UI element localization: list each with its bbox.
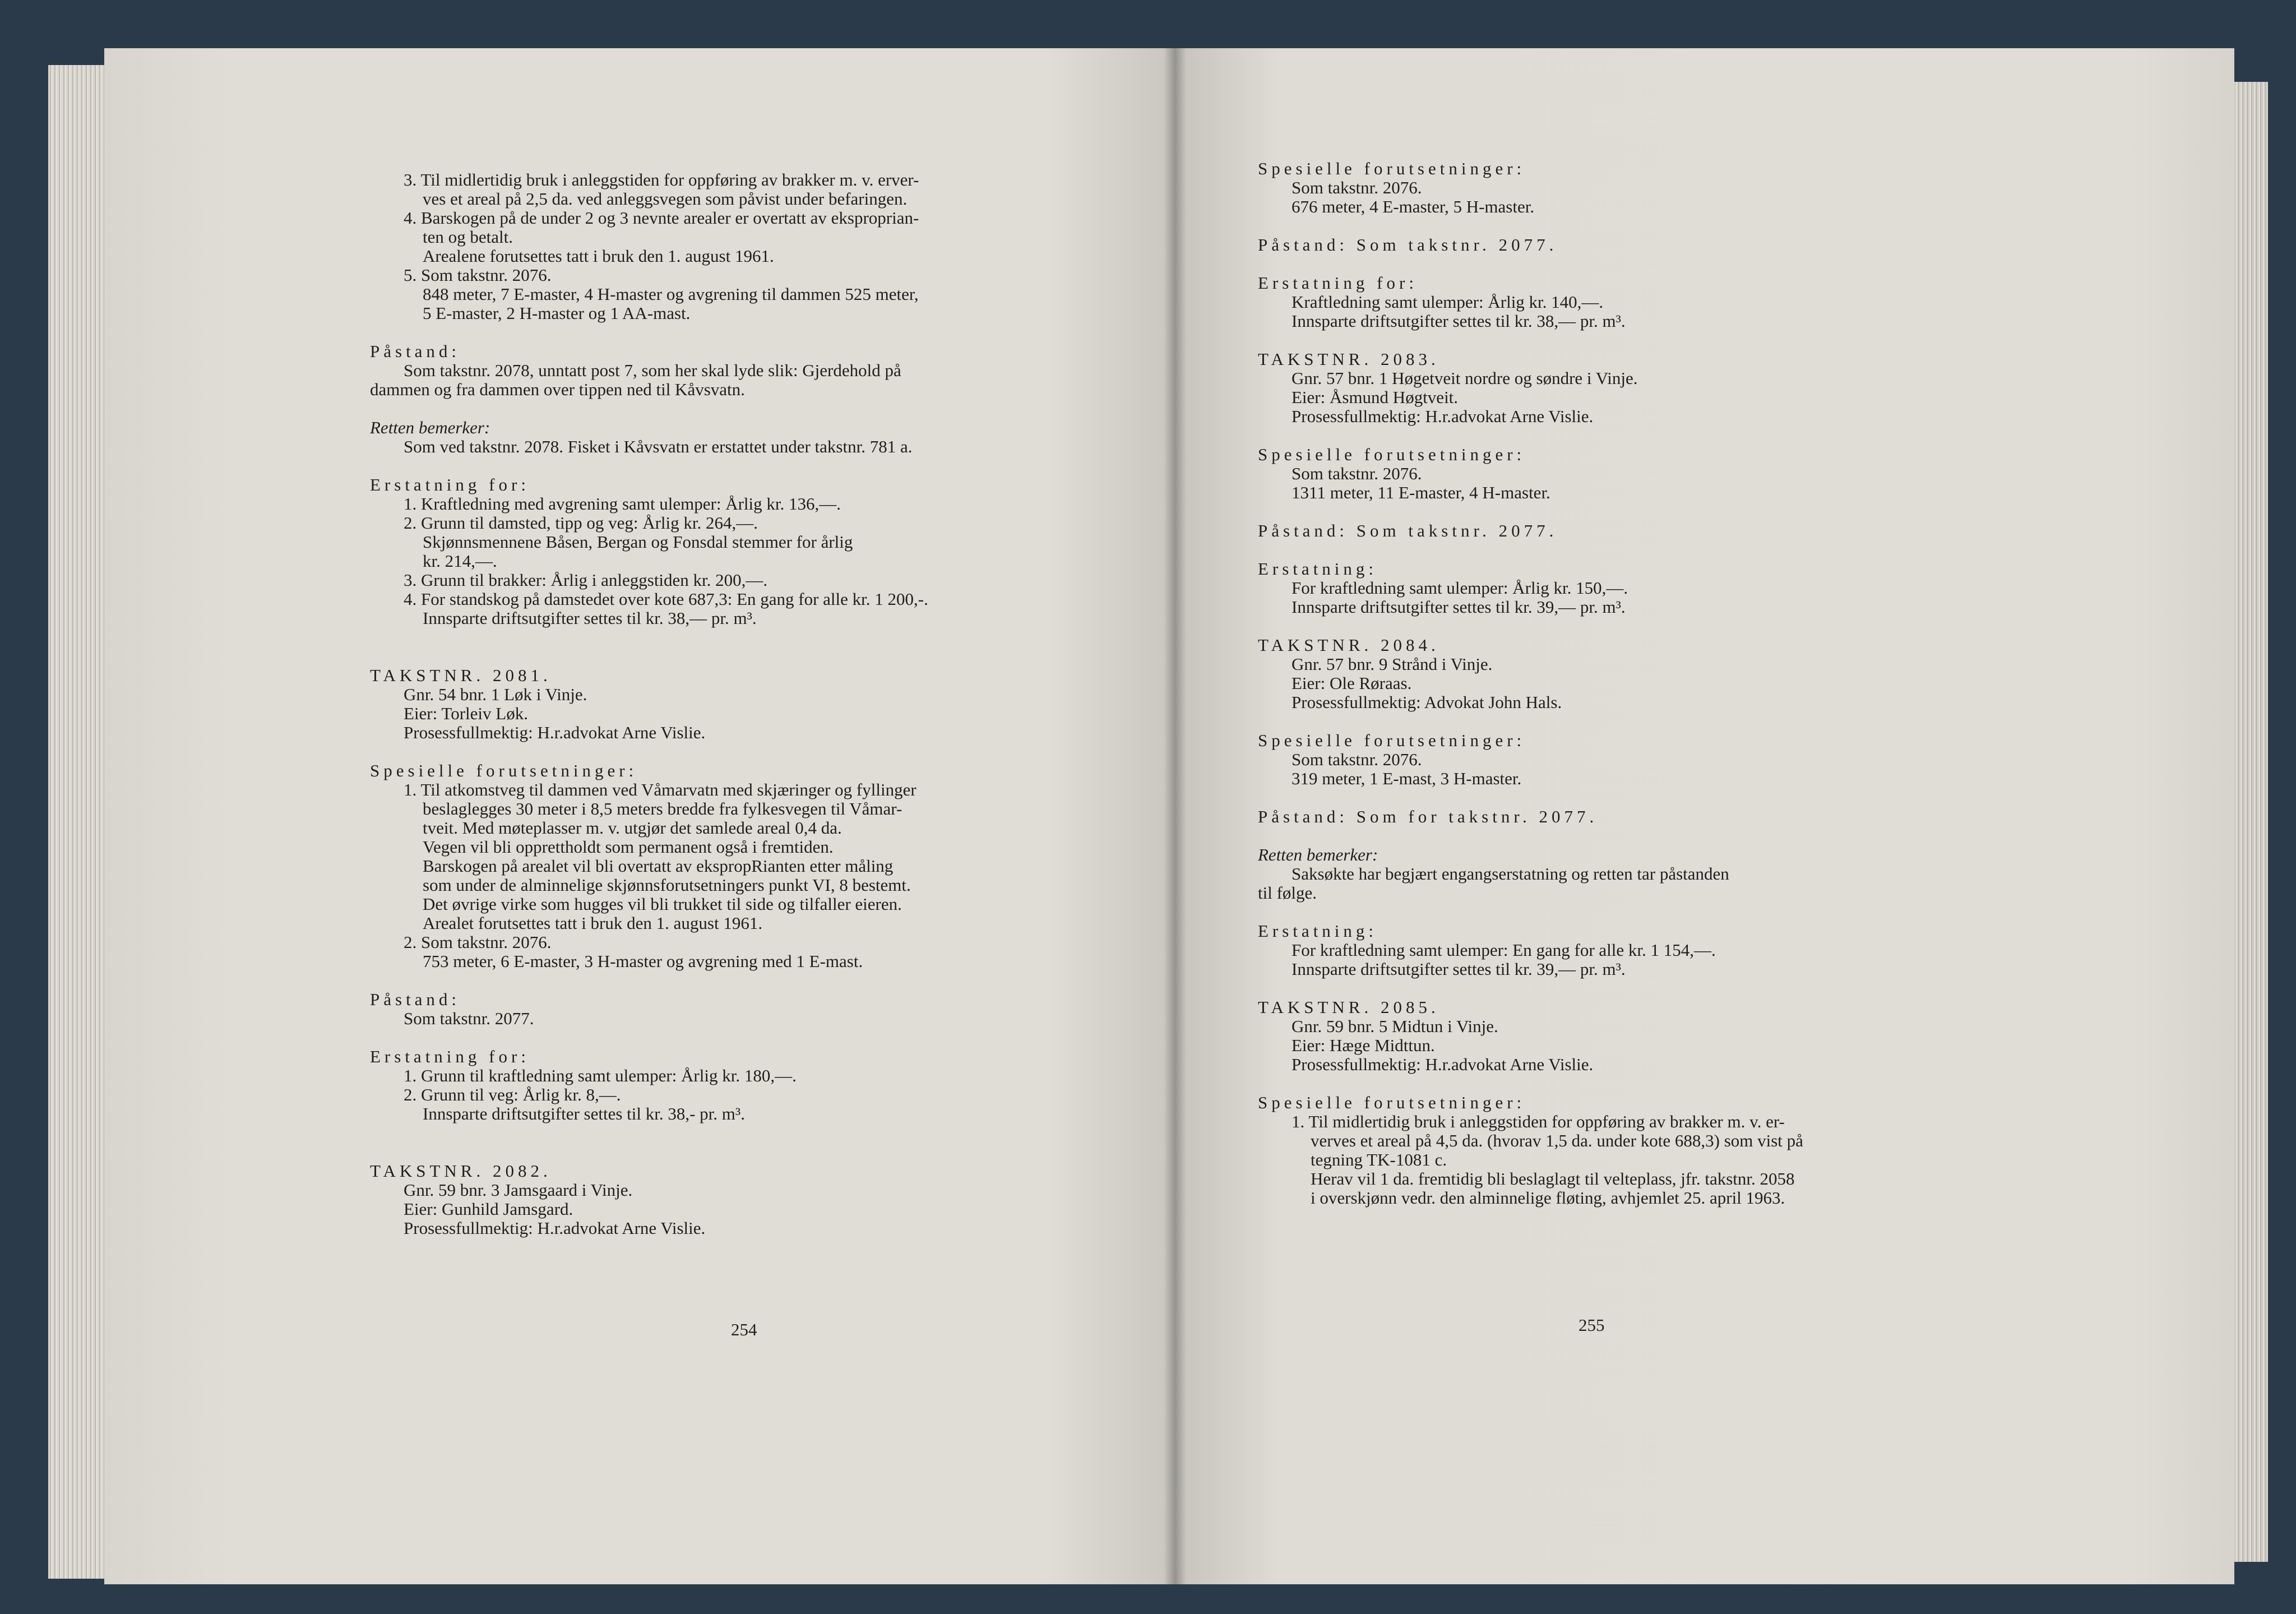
text-line: Innsparte driftsutgifter settes til kr. 38,— pr. m³. [1292,311,1626,331]
text-line: 2. Som takstnr. 2076. [404,932,552,952]
text-line: Kraftledning samt ulemper: Årlig kr. 140,—. [1292,292,1604,312]
page-edges-right [2234,82,2268,1562]
page-edges-left [48,65,110,1579]
text-line: Påstand: Som for takstnr. 2077. [1258,807,1598,826]
text-line: Arealet forutsettes tatt i bruk den 1. august 1961. [423,913,763,933]
text-line: Prosessfullmektig: H.r.advokat Arne Vislie. [1292,1055,1594,1074]
text-line: Retten bemerker: [370,418,490,437]
text-line: Som ved takstnr. 2078. Fisket i Kåvsvatn er erstattet under takstnr. 781 a. [404,437,913,456]
text-line: 2. Grunn til veg: Årlig kr. 8,—. [404,1085,621,1104]
text-line: Erstatning for: [370,1047,530,1066]
text-line: Prosessfullmektig: H.r.advokat Arne Vislie. [404,723,706,742]
text-line: tveit. Med møteplasser m. v. utgjør det samlede areal 0,4 da. [423,818,842,838]
text-line: Gnr. 59 bnr. 5 Midtun i Vinje. [1292,1016,1498,1036]
text-line: Det øvrige virke som hugges vil bli trukket til side og tilfaller eieren. [423,894,902,914]
text-line: Innsparte driftsutgifter settes til kr. 38,— pr. m³. [423,608,757,628]
text-line: ves et areal på 2,5 da. ved anleggsvegen som påvist under befaringen. [423,189,908,209]
text-line: TAKSTNR. 2081. [370,665,552,685]
text-line: Som takstnr. 2076. [1292,178,1422,197]
blank-line [1258,540,1931,559]
text-line: til følge. [1258,883,1317,903]
text-line: Påstand: Som takstnr. 2077. [1258,521,1558,540]
text-line: verves et areal på 4,5 da. (hvorav 1,5 da. under kote 688,3) som vist på [1311,1131,1803,1150]
text-line: dammen og fra dammen over tippen ned til Kåvsvatn. [370,380,745,399]
blank-line [370,399,1043,418]
text-line: 753 meter, 6 E-master, 3 H-master og avgrening med 1 E-mast. [423,951,863,971]
text-line: Vegen vil bli opprettholdt som permanent også i fremtiden. [423,837,834,857]
text-line: 319 meter, 1 E-mast, 3 H-master. [1292,769,1522,788]
text-line: 1. Grunn til kraftledning samt ulemper: Årlig kr. 180,—. [404,1066,797,1085]
text-line: Påstand: [370,341,461,361]
text-line: Eier: Ole Røraas. [1292,673,1412,693]
text-line: Innsparte driftsutgifter settes til kr. 39,— pr. m³. [1292,959,1626,979]
text-line: Spesielle forutsetninger: [1258,730,1526,750]
blank-line [1258,712,1931,731]
text-line: Retten bemerker: [1258,845,1378,864]
blank-line [1258,255,1931,274]
text-line: 4. Barskogen på de under 2 og 3 nevnte arealer er overtatt av eksproprian- [404,208,919,228]
text-line: Prosessfullmektig: Advokat John Hals. [1292,692,1562,712]
text-line: Gnr. 57 bnr. 1 Høgetveit nordre og søndre i Vinje. [1292,368,1638,388]
text-line: Spesielle forutsetninger: [370,761,638,780]
text-line: Påstand: Som takstnr. 2077. [1258,235,1558,255]
blank-line [370,1123,1043,1143]
text-line: Skjønnsmennene Båsen, Bergan og Fonsdal stemmer for årlig [423,532,853,552]
blank-line [370,971,1043,990]
text-line: 5 E-master, 2 H-master og 1 AA-mast. [423,303,691,323]
text-line: Barskogen på arealet vil bli overtatt av ekspropRianten etter måling [423,856,894,876]
text-line: Påstand: [370,989,461,1009]
text-line: Spesielle forutsetninger: [1258,159,1526,178]
text-line: 3. Grunn til brakker: Årlig i anleggstiden kr. 200,—. [404,570,768,590]
text-line: Gnr. 59 bnr. 3 Jamsgaard i Vinje. [404,1180,633,1200]
text-line: TAKSTNR. 2083. [1258,349,1439,369]
blank-line [1258,826,1931,845]
text-line: Saksøkte har begjært engangserstatning og retten tar påstanden [1292,864,1729,884]
text-line: 5. Som takstnr. 2076. [404,265,552,285]
text-line: Spesielle forutsetninger: [1258,1093,1526,1112]
text-line: 848 meter, 7 E-master, 4 H-master og avgrening til dammen 525 meter, [423,284,919,304]
text-line: Herav vil 1 da. fremtidig bli beslaglagt til velteplass, jfr. takstnr. 2058 [1311,1169,1795,1188]
blank-line [1258,331,1931,350]
blank-line [1258,216,1931,235]
blank-line [370,1143,1043,1162]
text-line: Som takstnr. 2076. [1292,464,1422,483]
text-line: som under de alminnelige skjønnsforutsetningers punkt VI, 8 bestemt. [423,875,911,895]
blank-line [370,628,1043,647]
text-line: 1. Til atkomstveg til dammen ved Våmarvatn med skjæringer og fyllinger [404,780,916,799]
text-line: Som takstnr. 2076. [1292,750,1422,769]
text-line: Eier: Hæge Midttun. [1292,1035,1435,1055]
text-line: 4. For standskog på damstedet over kote 687,3: En gang for alle kr. 1 200,-. [404,589,928,609]
text-line: Innsparte driftsutgifter settes til kr. 39,— pr. m³. [1292,597,1626,617]
text-line: For kraftledning samt ulemper: En gang for alle kr. 1 154,—. [1292,940,1716,960]
text-line: kr. 214,—. [423,551,497,571]
blank-line [1258,502,1931,521]
text-line: Gnr. 54 bnr. 1 Løk i Vinje. [404,685,587,704]
text-line: Erstatning: [1258,921,1378,941]
blank-line [1258,903,1931,922]
left-page-text [370,170,1043,1238]
text-line: TAKSTNR. 2085. [1258,997,1439,1017]
text-line: Erstatning: [1258,559,1378,579]
text-line: i overskjønn vedr. den alminnelige fløting, avhjemlet 25. april 1963. [1311,1188,1785,1208]
text-line: Spesielle forutsetninger: [1258,445,1526,464]
blank-line [370,323,1043,342]
text-line: 676 meter, 4 E-master, 5 H-master. [1292,197,1535,216]
text-line: Som takstnr. 2078, unntatt post 7, som her skal lyde slik: Gjerdehold på [404,360,901,380]
text-line: 1. Til midlertidig bruk i anleggstiden for oppføring av brakker m. v. er- [1292,1112,1785,1131]
text-line: Erstatning for: [1258,273,1418,293]
text-line: Eier: Åsmund Høgtveit. [1292,387,1459,407]
blank-line [1258,617,1931,636]
blank-line [370,742,1043,761]
text-line: Arealene forutsettes tatt i bruk den 1. august 1961. [423,246,774,266]
text-line: TAKSTNR. 2084. [1258,635,1439,655]
right-page-text [1258,159,1931,1208]
text-line: Som takstnr. 2077. [404,1009,534,1028]
text-line: Prosessfullmektig: H.r.advokat Arne Vislie. [1292,406,1594,426]
book-gutter [1164,48,1186,1584]
text-line: Erstatning for: [370,475,530,494]
left-page-number: 254 [731,1320,757,1339]
text-line: 1. Kraftledning med avgrening samt ulemper: Årlig kr. 136,—. [404,494,841,514]
text-line: tegning TK-1081 c. [1311,1150,1447,1169]
text-line: Eier: Torleiv Løk. [404,704,528,723]
text-line: For kraftledning samt ulemper: Årlig kr. 150,—. [1292,578,1628,598]
text-line: 2. Grunn til damsted, tipp og veg: Årlig kr. 264,—. [404,513,758,533]
right-page-number: 255 [1578,1315,1605,1335]
text-line: TAKSTNR. 2082. [370,1161,552,1181]
blank-line [370,1028,1043,1047]
text-line: Innsparte driftsutgifter settes til kr. 38,- pr. m³. [423,1104,745,1123]
blank-line [370,456,1043,475]
text-line: 3. Til midlertidig bruk i anleggstiden for oppføring av brakker m. v. erver- [404,170,919,189]
blank-line [1258,979,1931,998]
blank-line [1258,788,1931,807]
blank-line [1258,1074,1931,1093]
text-line: beslaglegges 30 meter i 8,5 meters bredde fra fylkesvegen til Våmar- [423,799,902,818]
text-line: Gnr. 57 bnr. 9 Strånd i Vinje. [1292,654,1493,674]
text-line: Prosessfullmektig: H.r.advokat Arne Vislie. [404,1218,706,1238]
blank-line [370,647,1043,666]
text-line: ten og betalt. [423,227,513,247]
text-line: 1311 meter, 11 E-master, 4 H-master. [1292,483,1550,502]
blank-line [1258,426,1931,445]
text-line: Eier: Gunhild Jamsgard. [404,1199,573,1219]
